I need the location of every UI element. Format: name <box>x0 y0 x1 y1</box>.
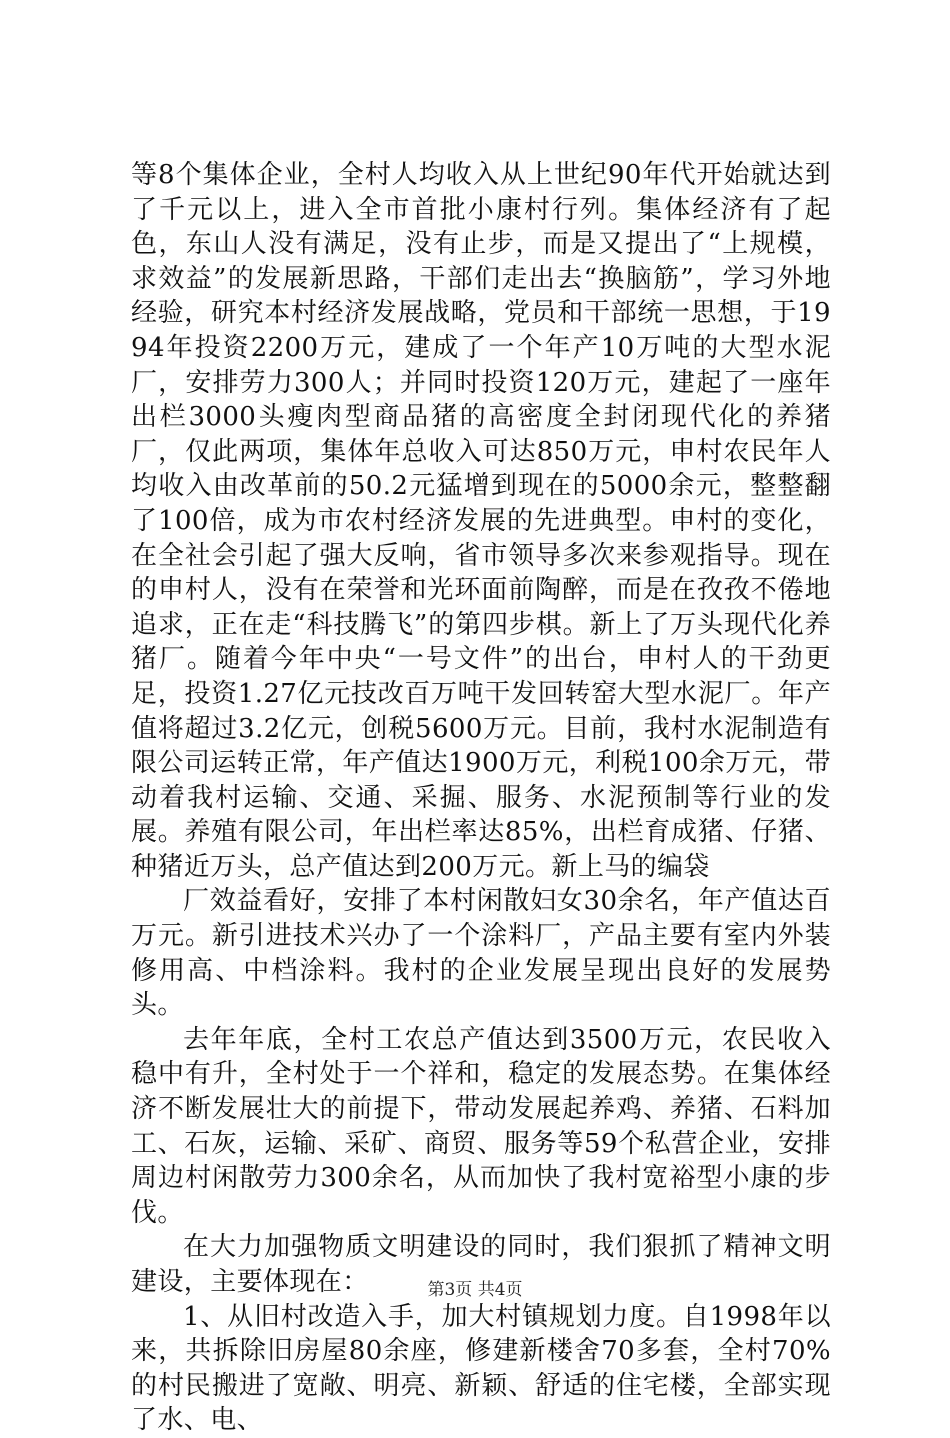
paragraph-1: 等8个集体企业，全村人均收入从上世纪90年代开始就达到了千元以上，进入全市首批小康村行列。集体经济有了起色，东山人没有满足，没有止步，而是又提出了“上规模，求效益”的发展新思路，干部们走出去“换脑筋”，学习外地经验，研究本村经济发展战略，党员和干部统一思想，于1994年投资2200万元，建成了一个年产10万吨的大型水泥厂，安排劳力300人；并同时投资120万元，建起了一座年出栏3000头瘦肉型商品猪的高密度全封闭现代化的养猪厂，仅此两项，集体年总收入可达850万元，申村农民年人均收入由改革前的50.2元猛增到现在的5000余元，整整翻了100倍，成为市农村经济发展的先进典型。申村的变化，在全社会引起了强大反响，省市领导多次来参观指导。现在的申村人，没有在荣誉和光环面前陶醉，而是在孜孜不倦地追求，正在走“科技腾飞”的第四步棋。新上了万头现代化养猪厂。随着今年中央“一号文件”的出台，申村人的干劲更足，投资1.27亿元技改百万吨干发回转窑大型水泥厂。年产值将超过3.2亿元，创税5600万元。目前，我村水泥制造有限公司运转正常，年产值达1900万元，利税100余万元，带动着我村运输、交通、采掘、服务、水泥预制等行业的发展。养殖有限公司，年出栏率达85%，出栏育成猪、仔猪、种猪近万头，总产值达到200万元。新上马的编袋 <box>131 160 831 882</box>
document-body <box>131 158 831 1438</box>
paragraph-2: 厂效益看好，安排了本村闲散妇女30余名，年产值达百万元。新引进技术兴办了一个涂料厂，产品主要有室内外装修用高、中档涂料。我村的企业发展呈现出良好的发展势头。 <box>131 886 831 1021</box>
paragraph-4: 在大力加强物质文明建设的同时，我们狠抓了精神文明建设，主要体现在： <box>131 1232 831 1297</box>
page-number-footer: 第3页 共4页 <box>427 1280 523 1300</box>
paragraph-3: 去年年底，全村工农总产值达到3500万元，农民收入稳中有升，全村处于一个祥和，稳定的发展态势。在集体经济不断发展壮大的前提下，带动发展起养鸡、养猪、石料加工、石灰，运输、采矿、商贸、服务等59个私营企业，安排周边村闲散劳力300余名，从而加快了我村宽裕型小康的步伐。 <box>131 1024 831 1228</box>
paragraph-5: 1、从旧村改造入手，加大村镇规划力度。自1998年以来，共拆除旧房屋80余座，修建新楼舍70多套，全村70%的村民搬进了宽敞、明亮、新颖、舒适的住宅楼，全部实现了水、电、 <box>131 1301 831 1436</box>
